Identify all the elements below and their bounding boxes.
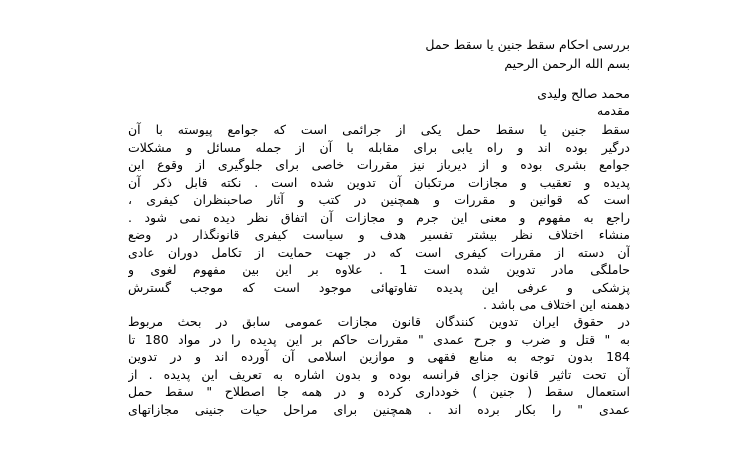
paragraph-line: درگیر بوده اند و راه یابی برای مقابله با آن از جمله مسائل و مشکلات [128, 140, 630, 155]
author-name: محمد صالح ولیدی [537, 86, 630, 101]
paragraph-line: به " قتل و ضرب و جرح عمدی " مقررات حاکم بر این پدیده را در مواد 180 تا [128, 332, 630, 347]
paragraph-line: پدیده و تعقیب و مجازات مرتکبان آن تدوین شده است . نکته قابل ذکر آن [128, 175, 630, 190]
paragraph-line: آن دسته از مقررات کیفری است که در جهت حمایت از تکامل دوران عادی [128, 245, 630, 260]
paragraph-line: است که قوانین و مقررات و همچنین در کتب و آثار صاحبنظران کیفری ، [128, 192, 630, 207]
paragraph-line: سقط جنین یا سقط حمل یکی از جرائمی است که جوامع پیوسته با آن [128, 122, 630, 137]
paragraph-line: در حقوق ایران تدوین کنندگان قانون مجازات عمومی سابق در بحث مربوط [128, 314, 630, 329]
paragraph-line: عمدی " را بکار برده اند . همچنین برای مراحل حیات جنینی مجازاتهای [128, 402, 630, 417]
paragraph-line: منشاء اختلاف نظر بیشتر تفسیر هدف و سیاست کیفری قانونگذار در وضع [128, 227, 630, 242]
paragraph-line: جوامع بشری بوده و از دیرباز نیز مقررات خاصی برای جلوگیری از وقوع این [128, 157, 630, 172]
paragraph-line: پزشکی و عرفی این پدیده تفاوتهائی موجود است که موجب گسترش [128, 280, 630, 295]
document-title: بررسی احکام سقط جنین یا سقط حمل [425, 37, 630, 52]
paragraph-line: حاملگی مادر تدوین شده است 1 . علاوه بر این بین مفهوم لغوی و [128, 262, 630, 277]
paragraph-line: راجع به مفهوم و معنی این جرم و مجازات آن اتفاق نظر دیده نمی شود . [128, 210, 630, 225]
intro-heading: مقدمه [597, 103, 630, 118]
paragraph-line: استعمال سقط ( جنین ) خودداری کرده و در همه جا اصطلاح " سقط حمل [128, 384, 630, 399]
basmala-line: بسم الله الرحمن الرحیم [504, 56, 630, 71]
paragraph-line: 184 بدون توجه به منابع فقهی و موازین اسلامی آن آورده اند و در تدوین [128, 349, 630, 364]
paragraph-line: دهمنه این اختلاف می باشد . [483, 297, 630, 312]
paragraph-line: آن تحت تاثیر قانون جزای فرانسه بوده و بدون اشاره به تعریف این پدیده . از [128, 367, 630, 382]
